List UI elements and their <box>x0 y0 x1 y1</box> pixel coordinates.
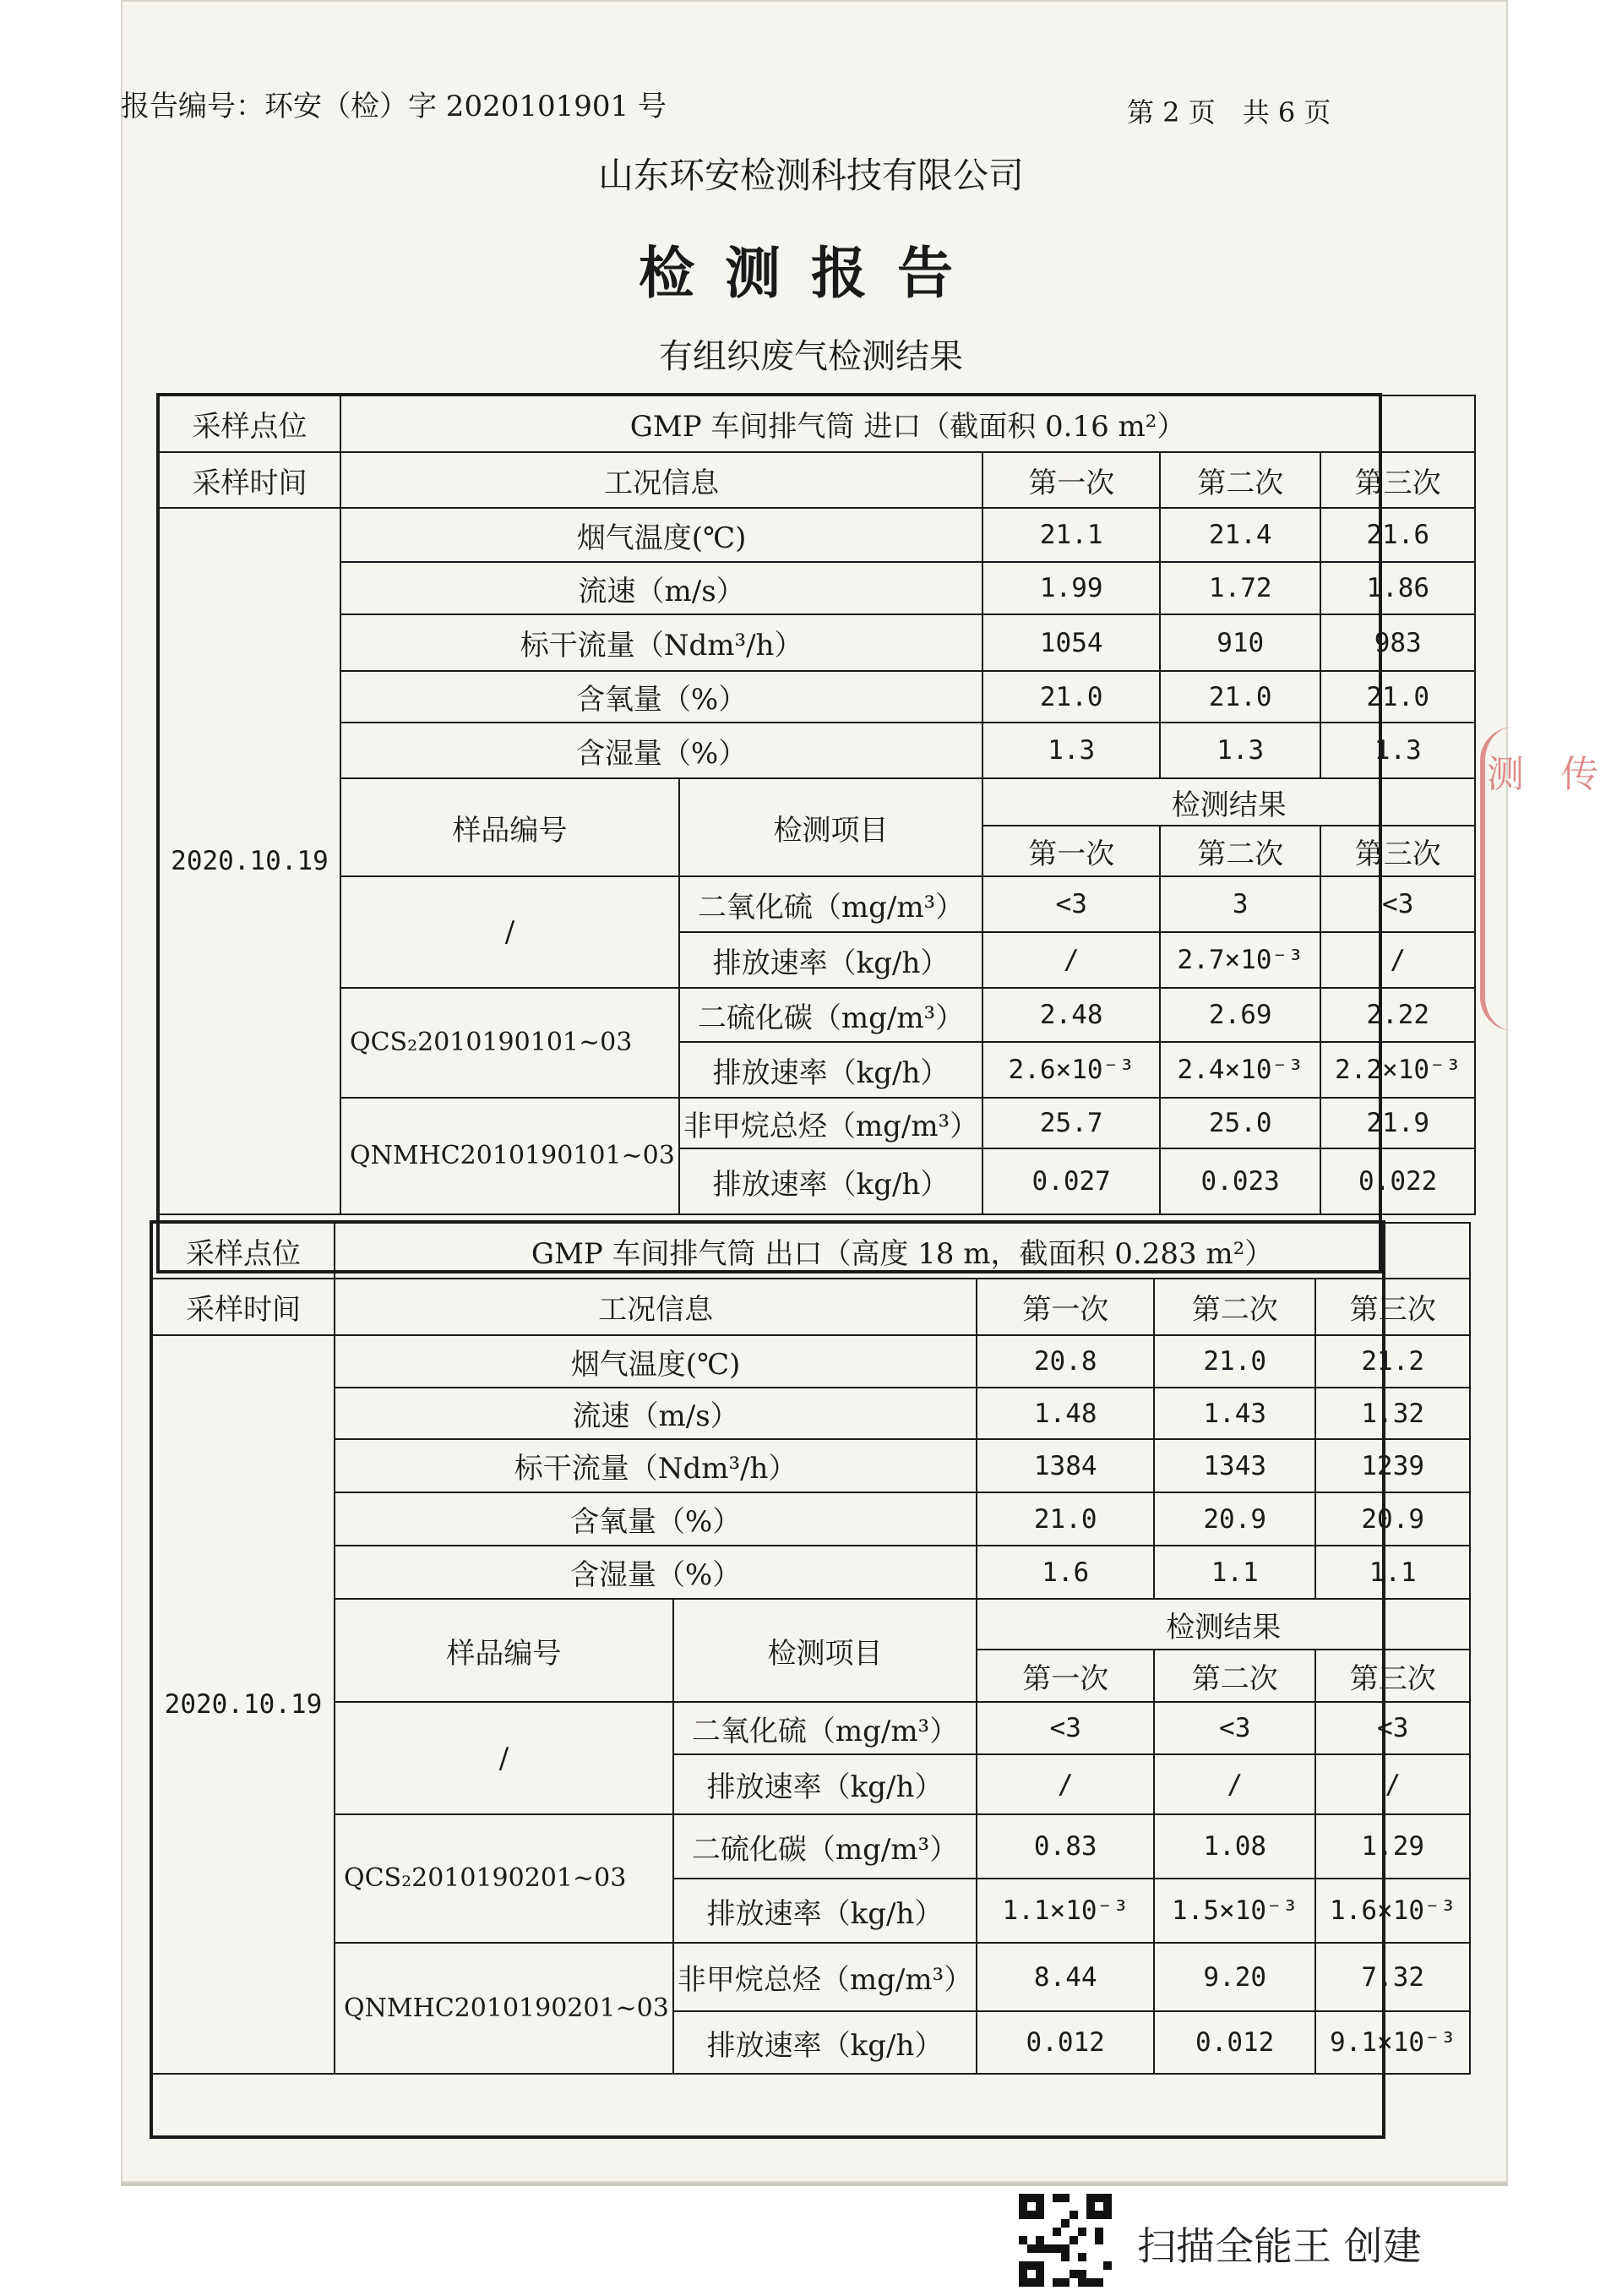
qr-module <box>1095 2228 1103 2236</box>
result-value: <3 <box>1315 1702 1470 1754</box>
result-value: <3 <box>977 1702 1154 1754</box>
result-value: <3 <box>982 876 1160 932</box>
condition-value: 21.6 <box>1320 508 1475 562</box>
qr-module <box>1027 2211 1036 2219</box>
condition-value: 1.1 <box>1315 1546 1470 1599</box>
qr-module <box>1053 2278 1061 2287</box>
run-header: 第一次 <box>977 1650 1154 1702</box>
run-header: 第三次 <box>1320 826 1475 876</box>
conditions-header: 工况信息 <box>340 452 982 508</box>
result-value: <3 <box>1154 1702 1315 1754</box>
qr-module <box>1061 2253 1070 2261</box>
run-header: 第二次 <box>1154 1650 1315 1702</box>
qr-module <box>1086 2211 1095 2219</box>
qr-module <box>1036 2211 1044 2219</box>
test-item-name: 排放速率（kg/h） <box>673 1754 977 1814</box>
run-header: 第一次 <box>977 1279 1154 1335</box>
result-value: / <box>982 932 1160 988</box>
sample-number: QNMHC2010190101~03 <box>340 1098 679 1214</box>
qr-module <box>1019 2270 1027 2278</box>
outlet-results-table <box>151 1222 1471 2075</box>
condition-value: 21.4 <box>1160 508 1320 562</box>
result-value: 1.08 <box>1154 1814 1315 1879</box>
test-item-name: 排放速率（kg/h） <box>673 2011 977 2074</box>
qr-module <box>1086 2194 1095 2202</box>
qr-module <box>1070 2211 1078 2219</box>
condition-value: 21.0 <box>1320 671 1475 723</box>
condition-value: 910 <box>1160 614 1320 671</box>
qr-module <box>1036 2270 1044 2278</box>
sample-no-header: 样品编号 <box>335 1599 673 1702</box>
qr-module <box>1019 2278 1027 2287</box>
condition-value: 1.48 <box>977 1388 1154 1439</box>
qr-module <box>1061 2219 1070 2228</box>
result-value: 25.7 <box>982 1098 1160 1148</box>
test-item-name: 排放速率（kg/h） <box>673 1879 977 1943</box>
result-value: 1.5×10⁻³ <box>1154 1879 1315 1943</box>
page-info: 第 2 页 共 6 页 <box>1127 96 1331 128</box>
result-value: 9.1×10⁻³ <box>1315 2011 1470 2074</box>
qr-module <box>1027 2261 1036 2270</box>
condition-value: 1239 <box>1315 1439 1470 1492</box>
condition-value: 20.8 <box>977 1335 1154 1388</box>
result-value: 9.20 <box>1154 1943 1315 2011</box>
sampling-time-label: 采样时间 <box>159 452 340 508</box>
result-value: 0.022 <box>1320 1148 1475 1214</box>
condition-value: 21.2 <box>1315 1335 1470 1388</box>
result-value: / <box>1320 932 1475 988</box>
condition-value: 1.6 <box>977 1546 1154 1599</box>
condition-value: 1.72 <box>1160 562 1320 614</box>
sampling-date: 2020.10.19 <box>152 1335 335 2074</box>
run-header: 第一次 <box>982 452 1160 508</box>
results-header: 检测结果 <box>977 1599 1470 1650</box>
qr-module <box>1061 2278 1070 2287</box>
conditions-header: 工况信息 <box>335 1279 977 1335</box>
result-value: 2.2×10⁻³ <box>1320 1042 1475 1098</box>
sampling-time-label: 采样时间 <box>152 1279 335 1335</box>
test-item-header: 检测项目 <box>673 1599 977 1702</box>
qr-module <box>1078 2253 1086 2261</box>
qr-module <box>1086 2202 1095 2211</box>
qr-module <box>1078 2278 1086 2287</box>
result-value: 2.22 <box>1320 988 1475 1042</box>
sampling-date: 2020.10.19 <box>159 508 340 1214</box>
qr-module <box>1027 2194 1036 2202</box>
sample-number: QCS₂2010190101~03 <box>340 988 679 1098</box>
qr-module <box>1061 2244 1070 2253</box>
condition-name: 含氧量（%） <box>335 1492 977 1546</box>
result-value: 8.44 <box>977 1943 1154 2011</box>
qr-module <box>1019 2211 1027 2219</box>
condition-name: 流速（m/s） <box>335 1388 977 1439</box>
page-title: 检测报告 <box>639 240 983 306</box>
qr-module <box>1027 2278 1036 2287</box>
result-value: 0.027 <box>982 1148 1160 1214</box>
result-value: 2.69 <box>1160 988 1320 1042</box>
condition-name: 烟气温度(℃) <box>340 508 982 562</box>
sample-no-header: 样品编号 <box>340 778 679 876</box>
condition-name: 含湿量（%） <box>335 1546 977 1599</box>
result-value: 1.6×10⁻³ <box>1315 1879 1470 1943</box>
test-item-name: 二硫化碳（mg/m³） <box>673 1814 977 1879</box>
condition-value: 983 <box>1320 614 1475 671</box>
result-value: / <box>977 1754 1154 1814</box>
qr-module <box>1053 2228 1061 2236</box>
results-header: 检测结果 <box>982 778 1475 826</box>
result-value: 1.29 <box>1315 1814 1470 1879</box>
qr-code-icon <box>1019 2194 1112 2287</box>
result-value: 2.4×10⁻³ <box>1160 1042 1320 1098</box>
condition-value: 1054 <box>982 614 1160 671</box>
qr-module <box>1078 2270 1086 2278</box>
stamp-text: 测 传 <box>1487 753 1598 796</box>
qr-module <box>1036 2236 1044 2244</box>
condition-name: 标干流量（Ndm³/h） <box>335 1439 977 1492</box>
condition-value: 20.9 <box>1154 1492 1315 1546</box>
result-value: 21.9 <box>1320 1098 1475 1148</box>
report-number: 报告编号：环安（检）字 2020101901 号 <box>121 90 667 123</box>
paper-edge <box>121 2183 1508 2186</box>
test-item-name: 非甲烷总烃（mg/m³） <box>679 1098 982 1148</box>
qr-module <box>1103 2211 1112 2219</box>
scanner-footer <box>1019 2194 1526 2287</box>
result-value: 2.7×10⁻³ <box>1160 932 1320 988</box>
condition-value: 1.86 <box>1320 562 1475 614</box>
company-name: 山东环安检测科技有限公司 <box>597 155 1024 196</box>
condition-name: 流速（m/s） <box>340 562 982 614</box>
result-value: 0.023 <box>1160 1148 1320 1214</box>
qr-module <box>1036 2278 1044 2287</box>
result-value: 1.1×10⁻³ <box>977 1879 1154 1943</box>
sample-number: / <box>335 1702 673 1814</box>
condition-value: 21.0 <box>977 1492 1154 1546</box>
qr-module <box>1095 2278 1103 2287</box>
qr-module <box>1044 2244 1053 2253</box>
test-item-name: 二硫化碳（mg/m³） <box>679 988 982 1042</box>
run-header: 第三次 <box>1315 1650 1470 1702</box>
condition-value: 21.0 <box>1154 1335 1315 1388</box>
qr-module <box>1019 2261 1027 2270</box>
condition-name: 含湿量（%） <box>340 723 982 778</box>
result-value: 2.48 <box>982 988 1160 1042</box>
qr-module <box>1103 2261 1112 2270</box>
qr-module <box>1061 2194 1070 2202</box>
run-header: 第二次 <box>1160 452 1320 508</box>
result-value: <3 <box>1320 876 1475 932</box>
test-item-name: 非甲烷总烃（mg/m³） <box>673 1943 977 2011</box>
inlet-results-table <box>158 395 1476 1215</box>
qr-module <box>1053 2194 1061 2202</box>
qr-module <box>1036 2202 1044 2211</box>
condition-value: 1.3 <box>1320 723 1475 778</box>
qr-module <box>1036 2244 1044 2253</box>
run-header: 第二次 <box>1160 826 1320 876</box>
condition-value: 21.0 <box>1160 671 1320 723</box>
result-value: 0.012 <box>977 2011 1154 2074</box>
condition-name: 标干流量（Ndm³/h） <box>340 614 982 671</box>
condition-value: 1.3 <box>982 723 1160 778</box>
qr-module <box>1095 2194 1103 2202</box>
qr-module <box>1027 2244 1036 2253</box>
condition-value: 21.0 <box>982 671 1160 723</box>
sampling-point-value: GMP 车间排气筒 进口（截面积 0.16 m²） <box>340 395 1475 452</box>
test-item-name: 排放速率（kg/h） <box>679 932 982 988</box>
result-value: 0.012 <box>1154 2011 1315 2074</box>
qr-module <box>1053 2244 1061 2253</box>
sampling-point-value: GMP 车间排气筒 出口（高度 18 m，截面积 0.283 m²） <box>335 1223 1470 1279</box>
condition-value: 1.43 <box>1154 1388 1315 1439</box>
test-item-name: 排放速率（kg/h） <box>679 1042 982 1098</box>
qr-module <box>1103 2194 1112 2202</box>
qr-module <box>1019 2202 1027 2211</box>
run-header: 第三次 <box>1315 1279 1470 1335</box>
test-item-name: 二氧化硫（mg/m³） <box>679 876 982 932</box>
result-value: 2.6×10⁻³ <box>982 1042 1160 1098</box>
qr-module <box>1103 2202 1112 2211</box>
sample-number: QNMHC2010190201~03 <box>335 1943 673 2074</box>
condition-value: 21.1 <box>982 508 1160 562</box>
result-value: 0.83 <box>977 1814 1154 1879</box>
condition-value: 1384 <box>977 1439 1154 1492</box>
qr-module <box>1019 2194 1027 2202</box>
qr-module <box>1036 2261 1044 2270</box>
footer-text: 扫描全能王 创建 <box>1137 2223 1422 2269</box>
result-value: 7.32 <box>1315 1943 1470 2011</box>
sampling-point-label: 采样点位 <box>159 395 340 452</box>
condition-value: 1.3 <box>1160 723 1320 778</box>
qr-module <box>1078 2228 1086 2236</box>
condition-value: 20.9 <box>1315 1492 1470 1546</box>
qr-module <box>1095 2211 1103 2219</box>
condition-value: 1343 <box>1154 1439 1315 1492</box>
run-header: 第三次 <box>1320 452 1475 508</box>
sample-number: / <box>340 876 679 988</box>
run-header: 第一次 <box>982 826 1160 876</box>
result-value: 25.0 <box>1160 1098 1320 1148</box>
condition-name: 含氧量（%） <box>340 671 982 723</box>
sample-number: QCS₂2010190201~03 <box>335 1814 673 1943</box>
condition-name: 烟气温度(℃) <box>335 1335 977 1388</box>
test-item-name: 排放速率（kg/h） <box>679 1148 982 1214</box>
result-value: / <box>1154 1754 1315 1814</box>
qr-module <box>1095 2236 1103 2244</box>
qr-module <box>1019 2236 1027 2244</box>
result-value: / <box>1315 1754 1470 1814</box>
test-item-name: 二氧化硫（mg/m³） <box>673 1702 977 1754</box>
qr-module <box>1070 2236 1078 2244</box>
run-header: 第二次 <box>1154 1279 1315 1335</box>
qr-module <box>1070 2270 1078 2278</box>
left-margin <box>0 0 121 2183</box>
result-value: 3 <box>1160 876 1320 932</box>
condition-value: 1.1 <box>1154 1546 1315 1599</box>
test-item-header: 检测项目 <box>679 778 982 876</box>
qr-module <box>1086 2278 1095 2287</box>
condition-value: 1.32 <box>1315 1388 1470 1439</box>
sampling-point-label: 采样点位 <box>152 1223 335 1279</box>
section-title: 有组织废气检测结果 <box>659 337 963 376</box>
qr-module <box>1036 2194 1044 2202</box>
condition-value: 1.99 <box>982 562 1160 614</box>
